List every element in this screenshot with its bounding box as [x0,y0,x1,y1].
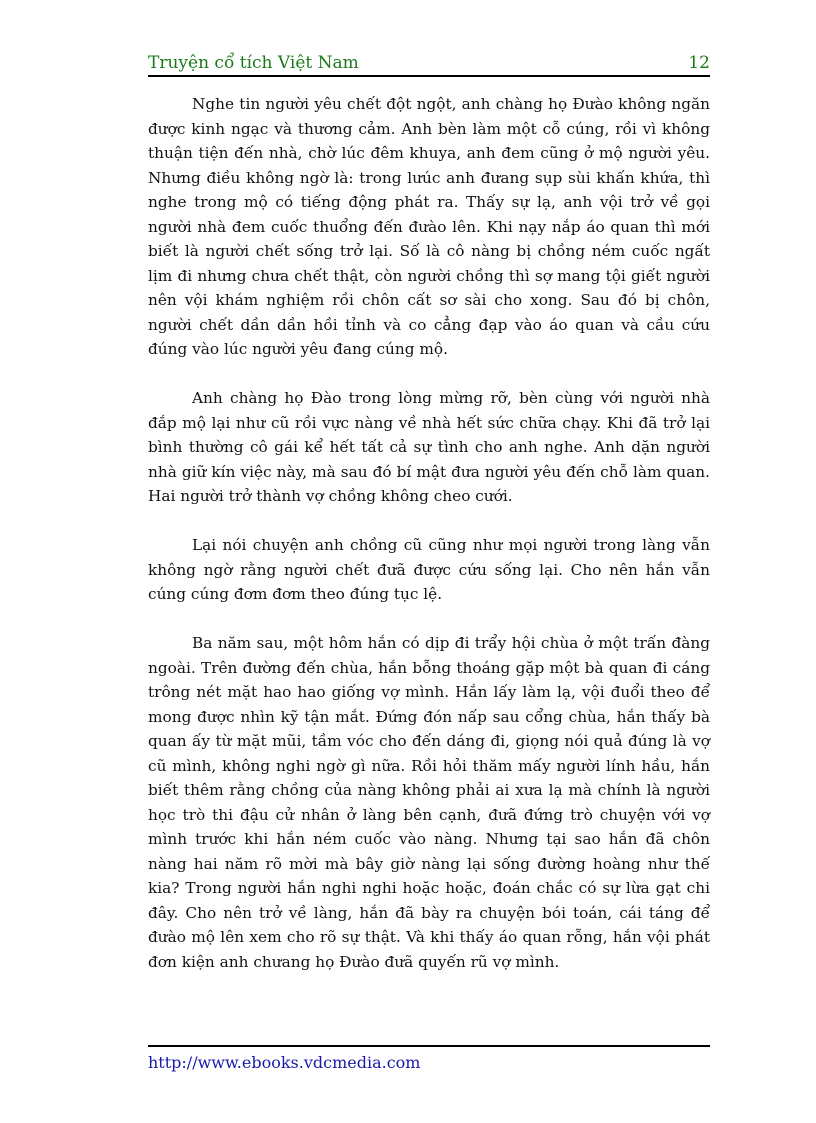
footer-website-link[interactable]: http://www.ebooks.vdcmedia.com [148,1053,421,1072]
body-text [148,92,710,974]
header-title: Truyện cổ tích Việt Nam [148,53,359,73]
page-header [148,52,710,76]
paragraph-1: Nghe tin người yêu chết đột ngột, anh chàng họ Đưào không ngăn được kinh ngạc và thương cảm. Anh bèn làm một cỗ cúng, rồi vì không thuận tiện đến nhà, chờ lúc đêm khuya, anh đem cũng ở mộ người yêu. Nhưng điều không ngờ là: trong lưúc anh đưang sụp sùi khấn khứa, thì nghe trong mộ có tiếng động phát ra. Thấy sự lạ, anh vội trở về gọi người nhà đem cuốc thuổng đến đưào lên. Khi nạy nắp áo quan thì mới biết là người chết sống trở lại. Số là cô nàng bị chồng ném cuốc ngất lịm đi nhưng chưa chết thật, còn người chồng thì sợ mang tội giết người nên vội khám nghiệm rồi chôn cất sơ sài cho xong. Sau đó bị chôn, người chết dần dần hồi tỉnh và co cẳng đạp vào áo quan và cầu cứu đúng vào lúc người yêu đang cúng mộ. [148,95,710,358]
footer-divider [148,1045,710,1047]
paragraph-2: Anh chàng họ Đào trong lòng mừng rỡ, bèn cùng với người nhà đắp mộ lại như cũ rồi vực nàng về nhà hết sức chữa chạy. Khi đã trở lại bình thường cô gái kể hết tất cả sự tình cho anh nghe. Anh dặn người nhà giữ kín việc này, mà sau đó bí mật đưa người yêu đến chỗ làm quan. Hai người trở thành vợ chồng không cheo cưới. [148,389,710,505]
paragraph-4: Ba năm sau, một hôm hắn có dịp đi trẩy hội chùa ở một trấn đàng ngoài. Trên đường đến chùa, hắn bỗng thoáng gặp một bà quan đi cáng trông nét mặt hao hao giống vợ mình. Hắn lấy làm lạ, vội đuổi theo để mong được nhìn kỹ tận mắt. Đứng đón nấp sau cổng chùa, hắn thấy bà quan ấy từ mặt mũi, tầm vóc cho đến dáng đi, giọng nói quả đúng là vợ cũ mình, không nghi ngờ gì nữa. Rồi hỏi thăm mấy người lính hầu, hắn biết thêm rằng chồng của nàng không phải ai xưa lạ mà chính là người học trò thi đậu cử nhân ở làng bên cạnh, đưã đứng trò chuyện với vợ mình trước khi hắn ném cuốc vào nàng. Nhưng tại sao hắn đã chôn nàng hai năm rõ mời mà bây giờ nàng lại sống đường hoàng như thế kia? Trong người hắn nghi nghi hoặc hoặc, đoán chắc có sự lừa gạt chi đây. Cho nên trở về làng, hắn đã bày ra chuyện bói toán, cái táng để đưào mộ lên xem cho rõ sự thật. Và khi thấy áo quan rỗng, hắn vội phát đơn kiện anh chưang họ Đưào đưã quyến rũ vợ mình. [148,634,710,971]
paragraph-3: Lại nói chuyện anh chồng cũ cũng như mọi người trong làng vẫn không ngờ rằng người chết đưã được cứu sống lại. Cho nên hắn vẫn cúng cúng đơm đơm theo đúng tục lệ. [148,536,710,603]
header-divider [148,75,710,77]
page-number: 12 [688,53,710,73]
